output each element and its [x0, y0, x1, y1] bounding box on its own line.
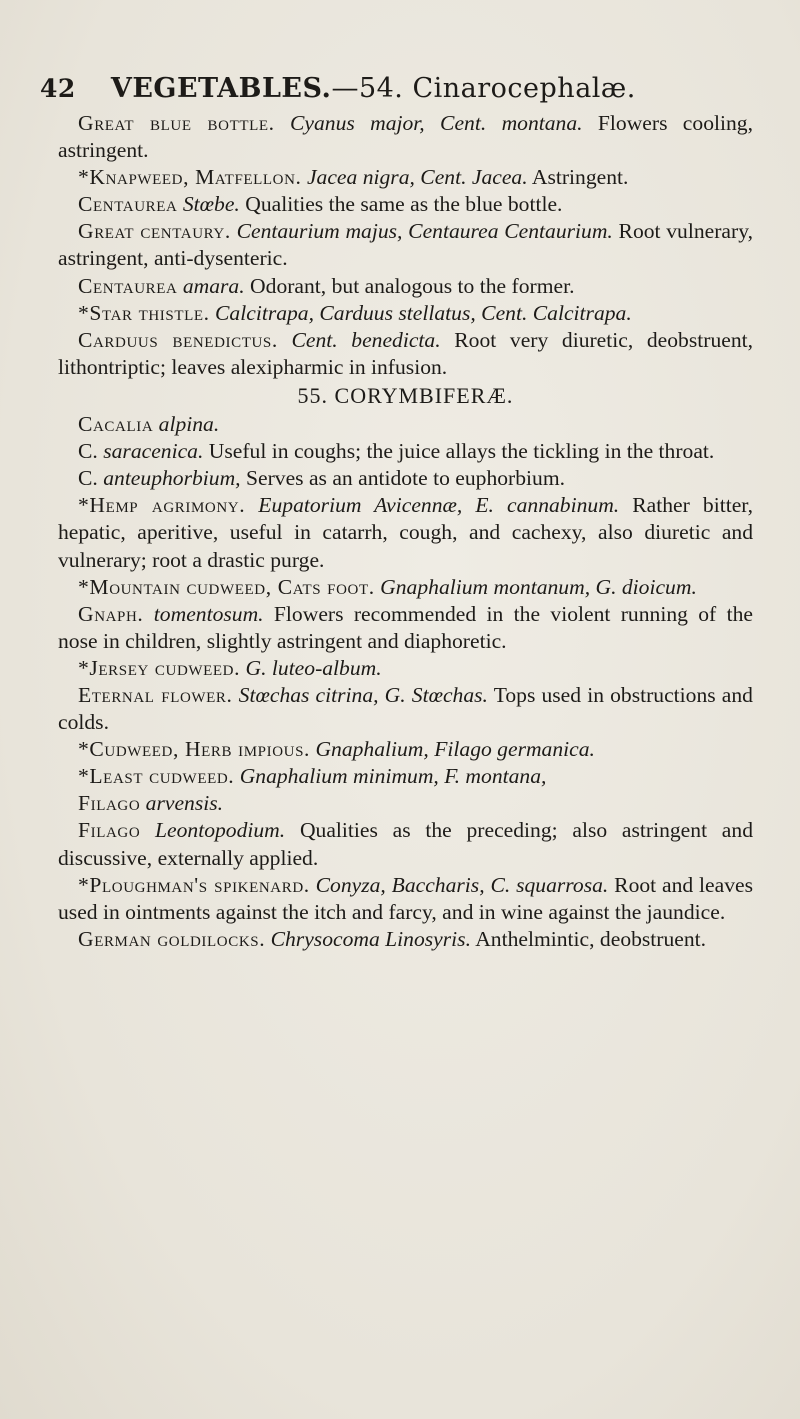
entry-text: Root and leaves used in ointments against the itch and farcy, and in wine against the jaundice. [58, 872, 753, 924]
section-heading: 55. CORYMBIFERÆ. [297, 382, 514, 408]
entry-latin: Stœchas citrina, G. Stœchas. [238, 682, 488, 707]
entry [58, 327, 753, 381]
entry-latin: Cent. benedicta. [291, 327, 441, 352]
entry-text: Qualities the same as the blue bottle. [245, 192, 563, 217]
entry-name: C. [78, 466, 98, 491]
entry-latin: Stœbe. [182, 192, 240, 217]
entry-text: Astringent. [531, 165, 629, 190]
entry-name: Carduus benedictus. [78, 327, 278, 352]
entry-text: Anthelmintic, deobstruent. [475, 926, 707, 951]
running-header [40, 73, 760, 104]
entry [58, 574, 753, 601]
entry-latin: Jacea nigra, Cent. Jacea. [306, 165, 528, 190]
entry-latin: tomentosum. [153, 601, 264, 626]
entry-name: Cacalia [78, 412, 154, 437]
entry [58, 601, 753, 655]
entry-text: Flowers cooling, astringent. [58, 111, 753, 163]
entry-latin: alpina. [158, 412, 220, 437]
entry-latin: Gnaphalium montanum, G. dioicum. [380, 574, 697, 599]
entry-text: Root vulnerary, astringent, anti-dysenteric. [58, 219, 753, 271]
entry-latin: Leontopodium. [155, 818, 286, 843]
page-number: 42 [40, 74, 76, 103]
header-subtitle: —54. Cinarocephalæ. [331, 73, 636, 104]
entry [58, 817, 753, 871]
entry [58, 926, 753, 953]
entry-name: Gnaph. [78, 601, 144, 626]
entry-latin: Gnaphalium, Filago germanica. [315, 737, 595, 762]
entry [58, 110, 753, 164]
entry-name: *Jersey cudweed. [78, 655, 241, 680]
entry [58, 300, 753, 327]
entry-latin: Conyza, Baccharis, C. squarrosa. [315, 872, 609, 897]
entry-name: *Hemp agrimony. [78, 493, 246, 518]
entry [58, 790, 753, 817]
entry-text: Rather bitter, hepatic, aperitive, useful in catarrh, cough, and cachexy, also diuretic and vulnerary; root a drastic purge. [58, 493, 754, 572]
entry-name: Great centaury. [78, 219, 231, 244]
entry-text: Root very diuretic, deobstruent, lithontriptic; leaves alexipharmic in infusion. [58, 327, 754, 379]
entry-latin: anteuphorbium, [103, 466, 241, 491]
entry-latin: Calcitrapa, Carduus stellatus, Cent. Calcitrapa. [215, 300, 632, 325]
entry-name: *Mountain cudweed, Cats foot. [78, 574, 375, 599]
entry-name: *Ploughman's spikenard. [78, 872, 310, 897]
entry-latin: arvensis. [145, 791, 224, 816]
entry [58, 682, 753, 736]
entry-latin: Eupatorium Avicennæ, E. cannabinum. [258, 493, 620, 518]
entry-name: Filago [78, 791, 141, 816]
entry-name: Great blue bottle. [78, 111, 275, 135]
entry-name: *Least cudweed. [78, 764, 235, 789]
entry-text: Flowers recommended in the violent running of the nose in children, slightly astringent and diaphoretic. [58, 601, 753, 653]
entry-latin: Chrysocoma Linosyris. [270, 926, 471, 951]
entry-latin: G. luteo-album. [245, 655, 382, 680]
entry-name: C. [78, 439, 98, 464]
entry [58, 164, 753, 191]
entry-latin: Gnaphalium minimum, F. montana, [239, 764, 547, 789]
entry-text: Odorant, but analogous to the former. [250, 273, 575, 298]
entry [58, 438, 753, 465]
entry-latin: Centaurium majus, Centaurea Centaurium. [236, 219, 613, 244]
page-body [58, 110, 753, 953]
entry [58, 736, 753, 763]
entry [58, 218, 753, 272]
entry-name: Centaurea [78, 273, 178, 298]
entry [58, 191, 753, 218]
entry-latin: saracenica. [103, 439, 204, 464]
entry [58, 872, 753, 926]
entry [58, 465, 753, 492]
entry-text: Qualities as the preceding; also astringent and discussive, externally applied. [58, 818, 753, 870]
entry-name: German goldilocks. [78, 926, 266, 951]
entry [58, 273, 753, 300]
entry-name: *Star thistle. [78, 300, 210, 325]
entry [58, 763, 753, 790]
entry-latin: Cyanus major, Cent. montana. [289, 111, 583, 135]
entry-name: Eternal flower. [78, 682, 233, 707]
header-title: VEGETABLES. [110, 73, 332, 104]
entry-text: Tops used in obstructions and colds. [58, 682, 753, 735]
entry-name: *Knapweed, Matfellon. [78, 165, 302, 190]
entry [58, 655, 753, 682]
entry-name: Centaurea [78, 192, 178, 217]
entry-text: Serves as an antidote to euphorbium. [245, 466, 566, 491]
entry-name: Filago [78, 818, 141, 843]
entry-latin: amara. [182, 273, 245, 298]
entry [58, 492, 753, 573]
entry-text: Useful in coughs; the juice allays the tickling in the throat. [208, 439, 715, 464]
entry-name: *Cudweed, Herb impious. [78, 737, 311, 762]
entry [58, 411, 753, 438]
